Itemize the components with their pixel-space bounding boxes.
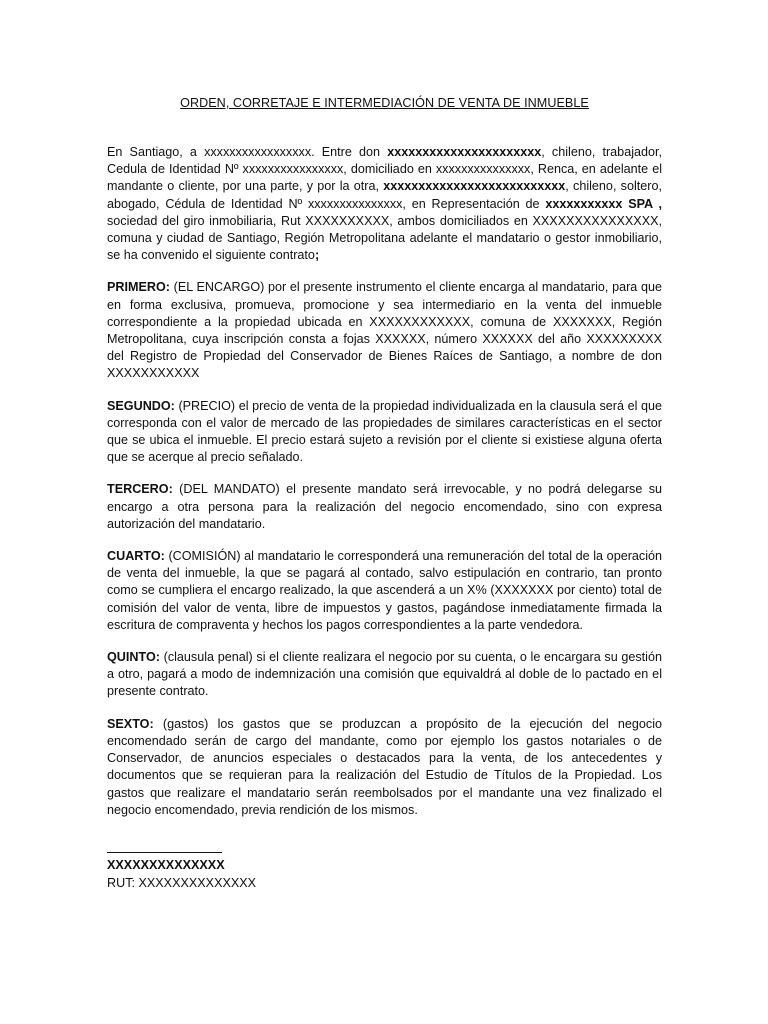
clause-heading: TERCERO: xyxy=(107,482,173,497)
clause-heading: SEXTO: xyxy=(107,716,154,731)
intro-text-3: , chileno, soltero, abogado, Cédula de Identidad Nº xxxxxxxxxxxxxxx, en Representación de xyxy=(107,179,662,211)
intro-bold-2: xxxxxxxxxxxxxxxxxxxxxxxxxx xyxy=(383,179,566,194)
signature-rut: RUT: XXXXXXXXXXXXXX xyxy=(107,875,257,890)
clause-tercero xyxy=(107,481,662,533)
clause-text: (clausula penal) si el cliente realizara el negocio por su cuenta, o le encargara su gestión a otro, pagará a modo de indemnización una comisión que equivaldrá al doble de lo pactado en el presente contrato. xyxy=(107,650,662,699)
clause-text: (DEL MANDATO) el presente mandato será irrevocable, y no podrá delegarse su encargo a otra persona para la realización del negocio encomendado, sino con expresa autorización del mandatario. xyxy=(107,482,662,531)
clause-quinto xyxy=(107,649,662,701)
intro-text-1: En Santiago, a xxxxxxxxxxxxxxxxx. Entre don xyxy=(107,145,388,159)
intro-bold-1: xxxxxxxxxxxxxxxxxxxxxx xyxy=(387,145,542,159)
clause-primero xyxy=(107,279,662,382)
intro-bold-4: ; xyxy=(314,248,320,263)
clause-heading: SEGUNDO: xyxy=(107,398,175,413)
document-title: ORDEN, CORRETAJE E INTERMEDIACIÓN DE VENTA DE INMUEBLE xyxy=(180,96,589,110)
signature-name: XXXXXXXXXXXXXX xyxy=(107,858,225,872)
document-page xyxy=(107,96,662,834)
clause-heading: QUINTO: xyxy=(107,650,160,665)
intro-text-4: sociedad del giro inmobiliaria, Rut XXXXXXXXXX, ambos domiciliados en XXXXXXXXXXXXXXX, comuna y ciudad de Santiago, Región Metropolitana adelante el mandatario o gestor inmobiliario, se ha convenido el siguiente contrato xyxy=(107,213,662,263)
clause-segundo xyxy=(107,398,662,467)
intro-bold-3: xxxxxxxxxxx SPA , xyxy=(545,196,662,211)
clause-text: (PRECIO) el precio de venta de la propiedad individualizada en la clausula será el que corresponda con el valor de mercado de las propiedades de similares características en el sector que se ubica el inmueble. El precio estará sujeto a revisión por el cliente si existiese alguna oferta que se acerque al precio señalado. xyxy=(107,398,662,465)
clause-text: (COMISIÓN) al mandatario le corresponderá una remuneración del total de la operación de venta del inmueble, la que se pagará al contado, salvo estipulación en contrario, tan pronto como se cumpliera el encargo realizado, la que ascenderá a un X% (XXXXXXX por ciento) total de comisión del valor de venta, libre de impuestos y gastos, pagándose inmediatamente firmada la escritura de compraventa y hechos los pagos correspondientes a la parte vendedora. xyxy=(107,549,662,632)
intro-paragraph xyxy=(107,144,662,264)
signature-block xyxy=(107,852,256,892)
signature-line xyxy=(107,852,222,853)
clause-cuarto xyxy=(107,548,662,634)
clause-text: (gastos) los gastos que se produzcan a propósito de la ejecución del negocio encomendado serán de cargo del mandante, como por ejemplo los gastos notariales o de Conservador, de anuncios especiales o destacados para la venta, de los antecedentes y documentos que se requieran para la realización del Estudio de Títulos de la Propiedad. Los gastos que realizare el mandatario serán reembolsados por el mandante una vez finalizado el negocio encomendado, previa rendición de los mismos. xyxy=(107,716,662,817)
clause-text: (EL ENCARGO) por el presente instrumento el cliente encarga al mandatario, para que en forma exclusiva, promueva, promocione y sea intermediario en la venta del inmueble correspondiente a la propiedad ubicada en XXXXXXXXXXXX, comuna de XXXXXXX, Región Metropolitana, cuya inscripción consta a fojas XXXXXX, número XXXXXX del año XXXXXXXXX del Registro de Propiedad del Conservador de Bienes Raíces de Santiago, a nombre de don XXXXXXXXXXX xyxy=(107,280,662,381)
intro-text-2: , chileno, trabajador, Cedula de Identidad Nº xxxxxxxxxxxxxxxx, domiciliado en xxxxxxxxxxxxxxx, Renca, en adelante el mandante o cliente, por una parte, y por la otra, xyxy=(107,145,662,194)
clause-heading: PRIMERO: xyxy=(107,280,170,295)
clause-sexto xyxy=(107,716,662,819)
clause-heading: CUARTO: xyxy=(107,549,165,564)
